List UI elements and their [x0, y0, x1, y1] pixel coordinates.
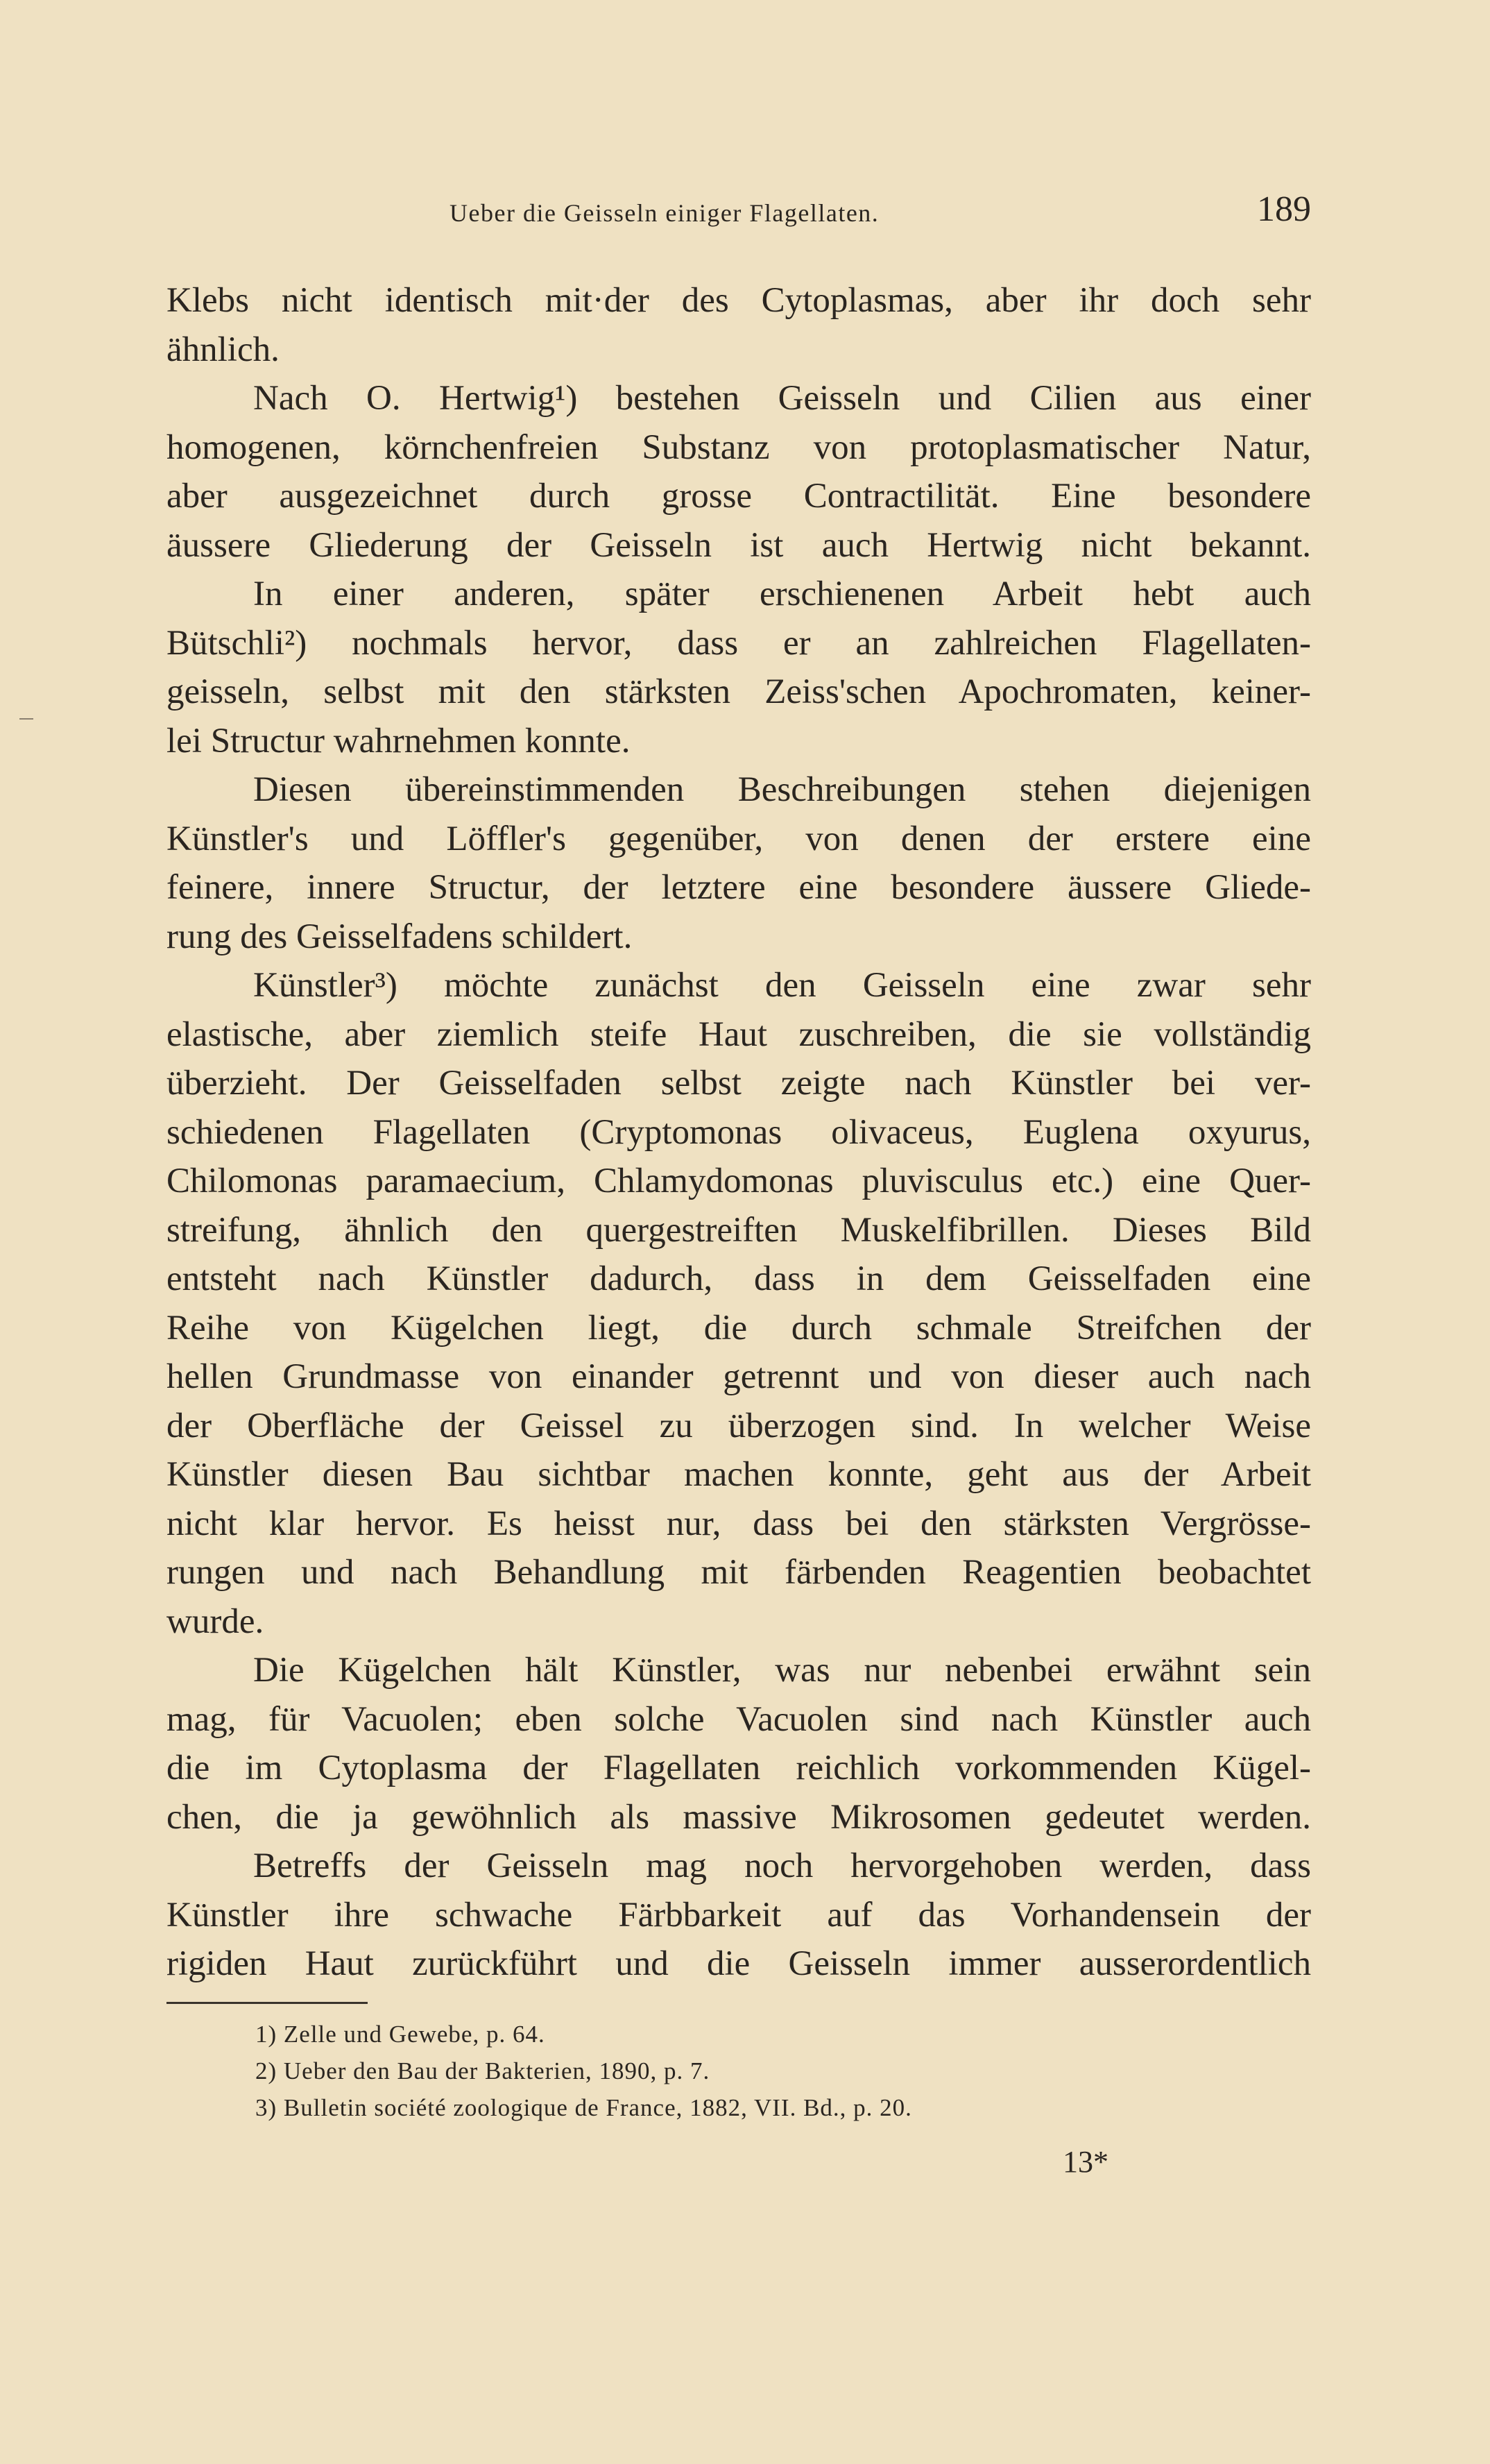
text-line: In einer anderen, später erschienenen Arbeit hebt auch: [253, 575, 1311, 613]
text-line: schiedenen Flagellaten (Cryptomonas olivaceus, Euglena oxyurus,: [166, 1112, 1311, 1152]
text-line: Chilomonas paramaecium, Chlamydomonas pluvisculus etc.) eine Quer-: [166, 1162, 1311, 1200]
text-line: feinere, innere Structur, der letztere eine besondere äussere Gliede-: [166, 868, 1311, 907]
text-line: elastische, aber ziemlich steife Haut zuschreiben, die sie vollständig: [166, 1014, 1311, 1054]
text-line: streifung, ähnlich den quergestreiften Muskelfibrillen. Dieses Bild: [166, 1210, 1311, 1250]
text-line: homogenen, körnchenfreien Substanz von protoplasmatischer Natur,: [166, 427, 1311, 467]
footnotes: [255, 2016, 1296, 2126]
text-line: wurde.: [166, 1601, 264, 1641]
page-number: 189: [1257, 189, 1311, 229]
text-line: Künstler ihre schwache Färbbarkeit auf das Vorhandensein der: [166, 1895, 1311, 1935]
text-line: rung des Geisselfadens schildert.: [166, 917, 633, 956]
text-line: rigiden Haut zurückführt und die Geisseln immer ausserordentlich: [166, 1944, 1311, 1983]
text-line: nicht klar hervor. Es heisst nur, dass bei den stärksten Vergrösse-: [166, 1504, 1311, 1543]
signature-mark: 13*: [1063, 2145, 1108, 2179]
text-line: Bütschli²) nochmals hervor, dass er an zahlreichen Flagellaten-: [166, 623, 1311, 663]
text-line: Künstler diesen Bau sichtbar machen konnte, geht aus der Arbeit: [166, 1455, 1311, 1494]
footnote: 2) Ueber den Bau der Bakterien, 1890, p. 7.: [255, 2057, 710, 2084]
text-line: rungen und nach Behandlung mit färbenden Reagentien beobachtet: [166, 1553, 1311, 1592]
footnote: 1) Zelle und Gewebe, p. 64.: [255, 2021, 545, 2048]
text-line: der Oberfläche der Geissel zu überzogen sind. In welcher Weise: [166, 1406, 1311, 1445]
margin-mark: [19, 718, 33, 720]
text-line: entsteht nach Künstler dadurch, dass in dem Geisselfaden eine: [166, 1259, 1311, 1298]
body-text: [166, 276, 1311, 1989]
text-line: Diesen übereinstimmenden Beschreibungen stehen diejenigen: [253, 770, 1311, 809]
text-line: Klebs nicht identisch mit·der des Cytoplasmas, aber ihr doch sehr: [166, 281, 1311, 320]
page-header: [166, 189, 1311, 244]
text-line: Betreffs der Geisseln mag noch hervorgehoben werden, dass: [253, 1846, 1311, 1885]
text-line: Künstler³) möchte zunächst den Geisseln eine zwar sehr: [253, 966, 1311, 1005]
text-line: ähnlich.: [166, 330, 280, 369]
text-line: hellen Grundmasse von einander getrennt und von dieser auch nach: [166, 1357, 1311, 1396]
text-line: Die Kügelchen hält Künstler, was nur nebenbei erwähnt sein: [253, 1651, 1311, 1690]
text-line: Nach O. Hertwig¹) bestehen Geisseln und Cilien aus einer: [253, 379, 1311, 418]
text-line: chen, die ja gewöhnlich als massive Mikrosomen gedeutet werden.: [166, 1797, 1311, 1837]
running-title: Ueber die Geisseln einiger Flagellaten.: [449, 199, 880, 227]
text-line: überzieht. Der Geisselfaden selbst zeigte nach Künstler bei ver-: [166, 1064, 1311, 1103]
text-line: Reihe von Kügelchen liegt, die durch schmale Streifchen der: [166, 1308, 1311, 1348]
text-line: Künstler's und Löffler's gegenüber, von denen der erstere eine: [166, 819, 1311, 858]
footnote-divider: [166, 2002, 368, 2004]
footnote: 3) Bulletin société zoologique de France, 1882, VII. Bd., p. 20.: [255, 2094, 912, 2121]
text-line: mag, für Vacuolen; eben solche Vacuolen sind nach Künstler auch: [166, 1699, 1311, 1739]
text-line: die im Cytoplasma der Flagellaten reichlich vorkommenden Kügel-: [166, 1749, 1311, 1787]
text-line: lei Structur wahrnehmen konnte.: [166, 721, 631, 761]
text-line: geisseln, selbst mit den stärksten Zeiss'schen Apochromaten, keiner-: [166, 672, 1311, 711]
text-line: aber ausgezeichnet durch grosse Contractilität. Eine besondere: [166, 477, 1311, 516]
text-line: äussere Gliederung der Geisseln ist auch Hertwig nicht bekannt.: [166, 525, 1311, 565]
